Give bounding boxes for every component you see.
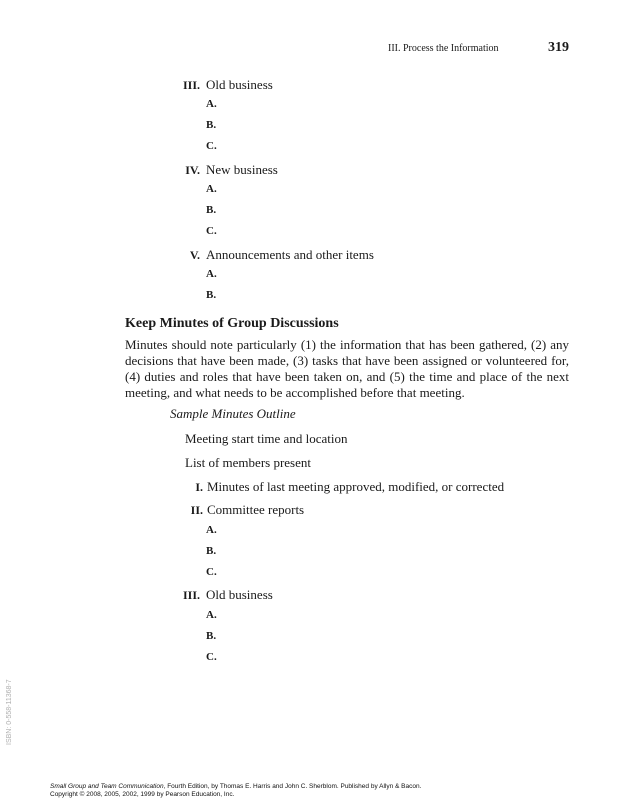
outline-numeral: I. [195, 480, 203, 494]
agenda-subitem: A. [206, 98, 217, 110]
outline-subitem: A. [206, 524, 217, 536]
outline-line: List of members present [185, 455, 311, 470]
agenda-subitem: B. [206, 119, 217, 131]
agenda-subitem: C. [206, 225, 217, 237]
page-footer [50, 783, 421, 799]
outline-subitem: A. [206, 609, 217, 621]
footer-copyright: Copyright © 2008, 2005, 2002, 1999 by Pearson Education, Inc. [50, 791, 235, 798]
isbn-side-text: ISBN: 0-558-11368-7 [6, 679, 13, 745]
outline-numeral: II. [190, 503, 203, 517]
section-heading: Keep Minutes of Group Discussions [125, 316, 339, 331]
agenda-numeral: V. [189, 248, 200, 262]
outline-subitem: B. [206, 630, 217, 642]
agenda-item: Announcements and other items [206, 247, 374, 262]
running-header: III. Process the Information [388, 43, 499, 54]
outline-line: Meeting start time and location [185, 431, 348, 446]
outline-item: Old business [206, 587, 273, 602]
footer-publication-info: , Fourth Edition, by Thomas E. Harris and John C. Sherblom. Published by Allyn & Bacon. [163, 783, 422, 790]
agenda-subitem: B. [206, 289, 217, 301]
outline-title: Sample Minutes Outline [170, 406, 296, 421]
agenda-subitem: C. [206, 140, 217, 152]
outline-subitem: B. [206, 545, 217, 557]
body-paragraph: Minutes should note particularly (1) the information that has been gathered, (2) any decisions that have been made, (3) tasks that have been assigned or volunteered for, (4) duties and roles that have been taken on, and (5) the time and place of the next meeting, and what needs to be accomplished before that meeting. [125, 337, 569, 400]
agenda-subitem: A. [206, 268, 217, 280]
page-number: 319 [548, 40, 569, 55]
agenda-numeral: III. [182, 78, 200, 92]
footer-line-1 [50, 783, 421, 791]
book-title: Small Group and Team Communication [50, 783, 164, 790]
outline-item: Committee reports [207, 502, 305, 517]
agenda-subitem: A. [206, 183, 217, 195]
agenda-item: New business [206, 162, 278, 177]
agenda-subitem: B. [206, 204, 217, 216]
agenda-item: Old business [206, 77, 273, 92]
outline-item: Minutes of last meeting approved, modified, or corrected [207, 479, 505, 494]
agenda-numeral: IV. [185, 163, 200, 177]
outline-subitem: C. [206, 566, 217, 578]
outline-subitem: C. [206, 651, 217, 663]
outline-numeral: III. [182, 588, 200, 602]
